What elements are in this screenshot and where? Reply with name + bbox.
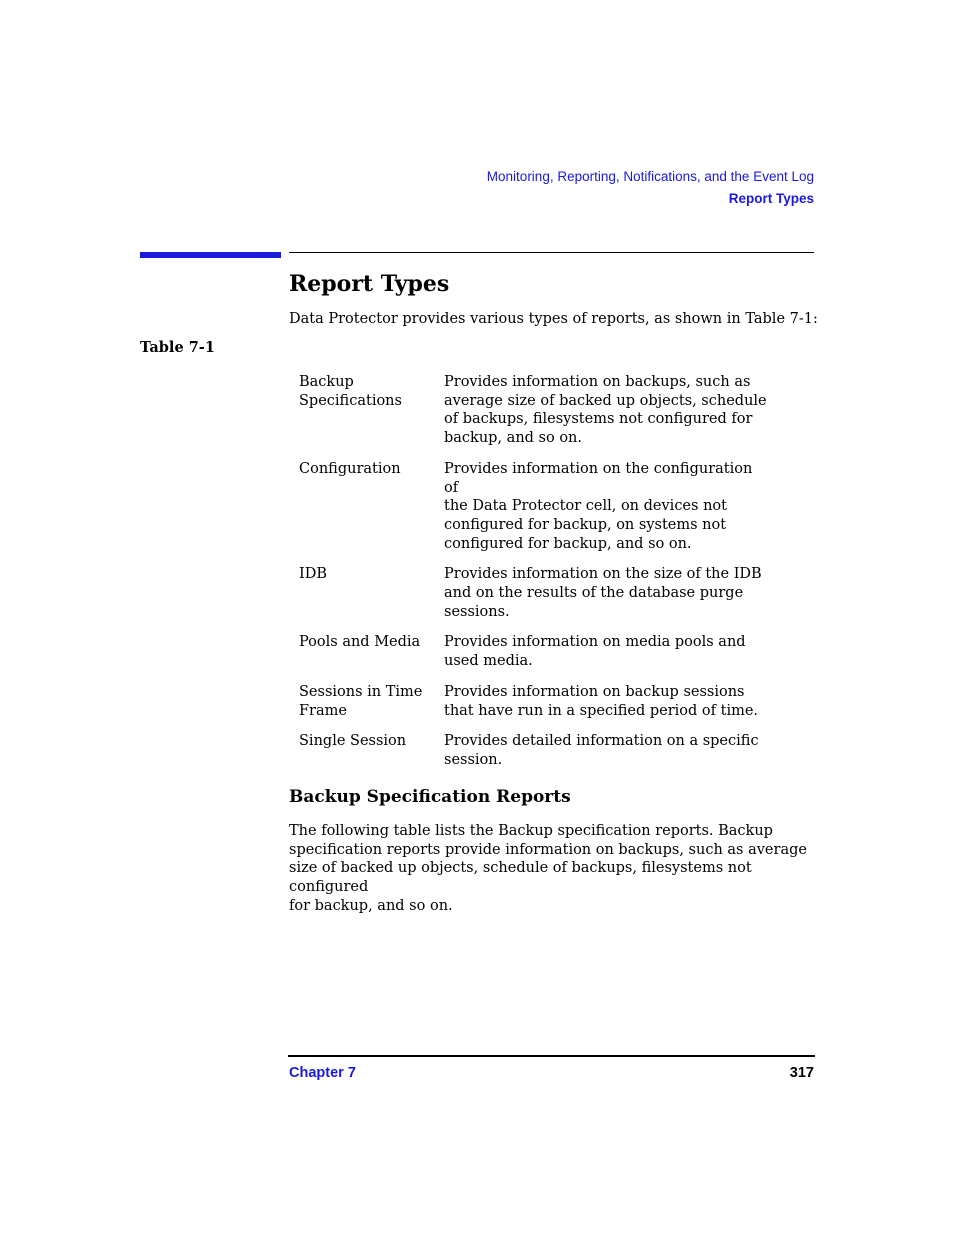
paragraph-line: specification reports provide information on backups, such as average	[289, 841, 807, 858]
report-description-line: Provides information on backup sessions	[444, 683, 745, 700]
table-label: Table 7-1	[140, 339, 215, 356]
report-type-cell	[299, 683, 444, 720]
report-description-line: Provides information on the size of the IDB	[444, 566, 762, 583]
paragraph-line: size of backed up objects, schedule of backups, filesystems not configured	[289, 860, 752, 896]
report-description-cell	[444, 683, 769, 720]
report-description-cell	[444, 373, 769, 448]
page-number: 317	[789, 1065, 814, 1081]
report-description-line: and on the results of the database purge	[444, 585, 744, 602]
report-description-line: of backups, filesystems not configured for	[444, 411, 753, 428]
section-accent-bar	[140, 252, 281, 258]
report-description-cell	[444, 460, 769, 554]
report-description-line: used media.	[444, 653, 533, 670]
footer-chapter-link[interactable]: Chapter 7	[289, 1065, 356, 1081]
report-type-line: Sessions in Time	[299, 683, 423, 700]
footer-rule	[288, 1055, 815, 1057]
report-description-line: average size of backed up objects, schedule	[444, 392, 767, 409]
report-description-line: sessions.	[444, 603, 510, 620]
paragraph-line: for backup, and so on.	[289, 897, 453, 914]
report-type-cell	[299, 460, 444, 554]
table-row	[299, 460, 779, 554]
report-description-cell	[444, 732, 769, 769]
page-title: Report Types	[289, 271, 450, 297]
report-types-table	[299, 373, 779, 782]
report-description-line: Provides information on backups, such as	[444, 374, 751, 390]
report-description-cell	[444, 633, 769, 670]
report-type-line: Configuration	[299, 460, 401, 477]
report-type-cell	[299, 633, 444, 670]
report-description-line: backup, and so on.	[444, 430, 583, 447]
table-row	[299, 633, 779, 670]
section-top-rule	[289, 252, 814, 253]
report-description-line: configured for backup, on systems not	[444, 516, 727, 533]
report-type-line: IDB	[299, 566, 328, 583]
report-type-line: Single Session	[299, 733, 407, 750]
report-type-cell	[299, 565, 444, 621]
report-description-line: session.	[444, 751, 503, 768]
table-row	[299, 373, 779, 448]
intro-paragraph: Data Protector provides various types of reports, as shown in Table 7-1:	[289, 311, 818, 327]
report-description-line: Provides detailed information on a specific	[444, 733, 759, 750]
table-row	[299, 565, 779, 621]
report-type-line: Frame	[299, 702, 347, 719]
report-type-cell	[299, 732, 444, 769]
running-header-section[interactable]: Report Types	[728, 191, 814, 206]
report-description-line: the Data Protector cell, on devices not	[444, 498, 727, 515]
subsection-paragraph	[289, 822, 817, 916]
paragraph-line: The following table lists the Backup specification reports. Backup	[289, 823, 773, 839]
report-description-line: Provides information on the configuration of	[444, 460, 753, 496]
report-description-line: that have run in a specified period of time.	[444, 702, 759, 719]
report-description-line: configured for backup, and so on.	[444, 535, 692, 552]
running-header	[487, 166, 814, 210]
table-row	[299, 732, 779, 769]
report-type-line: Backup	[299, 374, 354, 390]
report-description-line: Provides information on media pools and	[444, 634, 746, 651]
report-type-line: Specifications	[299, 392, 402, 409]
running-header-chapter[interactable]: Monitoring, Reporting, Notifications, and the Event Log	[486, 169, 814, 184]
report-type-line: Pools and Media	[299, 634, 421, 651]
subsection-title: Backup Specification Reports	[289, 787, 571, 807]
report-type-cell	[299, 373, 444, 448]
report-description-cell	[444, 565, 769, 621]
table-row	[299, 683, 779, 720]
